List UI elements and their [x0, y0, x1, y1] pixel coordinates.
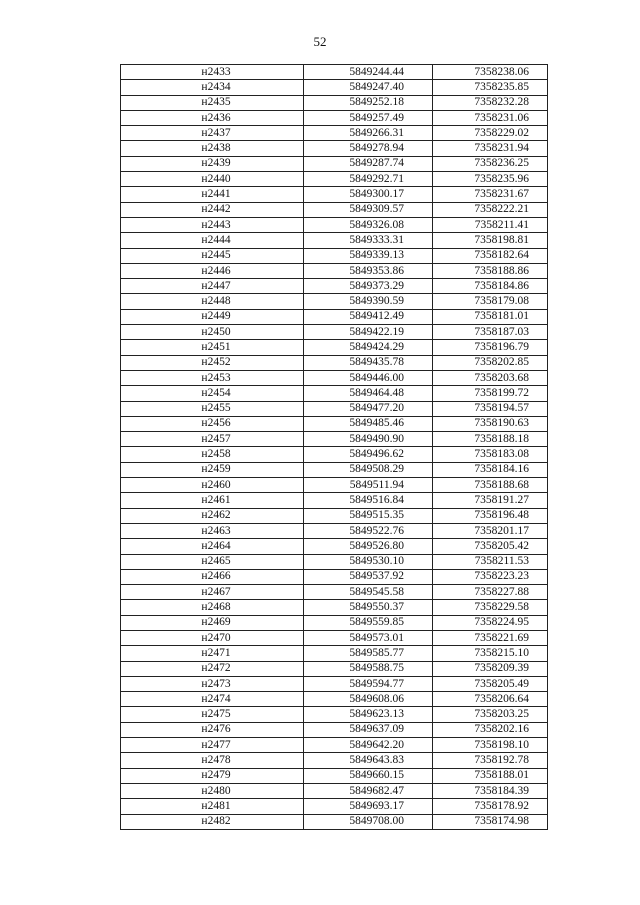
x-coordinate-cell: 5849300.17	[304, 187, 433, 202]
coordinates-table-body	[121, 65, 548, 830]
table-row	[121, 187, 548, 202]
x-coordinate-cell: 5849252.18	[304, 95, 433, 110]
x-coordinate-cell: 5849412.49	[304, 309, 433, 324]
x-coordinate-cell: 5849537.92	[304, 569, 433, 584]
table-row	[121, 65, 548, 80]
table-row	[121, 126, 548, 141]
x-coordinate-cell: 5849594.77	[304, 676, 433, 691]
y-coordinate-cell: 7358231.94	[433, 141, 548, 156]
table-row	[121, 554, 548, 569]
table-row	[121, 738, 548, 753]
table-row	[121, 799, 548, 814]
y-coordinate-cell: 7358181.01	[433, 309, 548, 324]
y-coordinate-cell: 7358205.42	[433, 539, 548, 554]
table-row	[121, 707, 548, 722]
point-name-cell: н2457	[121, 432, 304, 447]
table-row	[121, 325, 548, 340]
y-coordinate-cell: 7358235.85	[433, 80, 548, 95]
table-row	[121, 646, 548, 661]
table-row	[121, 661, 548, 676]
table-row	[121, 523, 548, 538]
y-coordinate-cell: 7358183.08	[433, 447, 548, 462]
x-coordinate-cell: 5849642.20	[304, 738, 433, 753]
table-row	[121, 539, 548, 554]
table-row	[121, 172, 548, 187]
point-name-cell: н2435	[121, 95, 304, 110]
x-coordinate-cell: 5849266.31	[304, 126, 433, 141]
y-coordinate-cell: 7358202.16	[433, 722, 548, 737]
table-row	[121, 814, 548, 829]
table-row	[121, 233, 548, 248]
point-name-cell: н2467	[121, 585, 304, 600]
y-coordinate-cell: 7358201.17	[433, 523, 548, 538]
table-row	[121, 217, 548, 232]
table-row	[121, 569, 548, 584]
x-coordinate-cell: 5849339.13	[304, 248, 433, 263]
point-name-cell: н2454	[121, 386, 304, 401]
point-name-cell: н2446	[121, 263, 304, 278]
point-name-cell: н2438	[121, 141, 304, 156]
x-coordinate-cell: 5849693.17	[304, 799, 433, 814]
table-row	[121, 753, 548, 768]
table-row	[121, 156, 548, 171]
point-name-cell: н2444	[121, 233, 304, 248]
page-number: 52	[313, 34, 327, 49]
table-row	[121, 630, 548, 645]
point-name-cell: н2453	[121, 370, 304, 385]
x-coordinate-cell: 5849530.10	[304, 554, 433, 569]
y-coordinate-cell: 7358194.57	[433, 401, 548, 416]
y-coordinate-cell: 7358198.10	[433, 738, 548, 753]
x-coordinate-cell: 5849515.35	[304, 508, 433, 523]
point-name-cell: н2433	[121, 65, 304, 80]
x-coordinate-cell: 5849508.29	[304, 462, 433, 477]
x-coordinate-cell: 5849511.94	[304, 478, 433, 493]
x-coordinate-cell: 5849708.00	[304, 814, 433, 829]
point-name-cell: н2437	[121, 126, 304, 141]
point-name-cell: н2464	[121, 539, 304, 554]
y-coordinate-cell: 7358238.06	[433, 65, 548, 80]
x-coordinate-cell: 5849477.20	[304, 401, 433, 416]
table-row	[121, 141, 548, 156]
x-coordinate-cell: 5849550.37	[304, 600, 433, 615]
y-coordinate-cell: 7358229.02	[433, 126, 548, 141]
y-coordinate-cell: 7358174.98	[433, 814, 548, 829]
y-coordinate-cell: 7358221.69	[433, 630, 548, 645]
point-name-cell: н2472	[121, 661, 304, 676]
table-row	[121, 508, 548, 523]
y-coordinate-cell: 7358223.23	[433, 569, 548, 584]
table-row	[121, 783, 548, 798]
y-coordinate-cell: 7358222.21	[433, 202, 548, 217]
x-coordinate-cell: 5849588.75	[304, 661, 433, 676]
y-coordinate-cell: 7358227.88	[433, 585, 548, 600]
y-coordinate-cell: 7358179.08	[433, 294, 548, 309]
point-name-cell: н2450	[121, 325, 304, 340]
x-coordinate-cell: 5849292.71	[304, 172, 433, 187]
y-coordinate-cell: 7358188.01	[433, 768, 548, 783]
point-name-cell: н2480	[121, 783, 304, 798]
y-coordinate-cell: 7358199.72	[433, 386, 548, 401]
x-coordinate-cell: 5849485.46	[304, 416, 433, 431]
point-name-cell: н2436	[121, 110, 304, 125]
table-row	[121, 294, 548, 309]
point-name-cell: н2434	[121, 80, 304, 95]
table-row	[121, 80, 548, 95]
x-coordinate-cell: 5849545.58	[304, 585, 433, 600]
y-coordinate-cell: 7358187.03	[433, 325, 548, 340]
table-row	[121, 692, 548, 707]
point-name-cell: н2479	[121, 768, 304, 783]
point-name-cell: н2477	[121, 738, 304, 753]
point-name-cell: н2461	[121, 493, 304, 508]
table-row	[121, 309, 548, 324]
point-name-cell: н2439	[121, 156, 304, 171]
x-coordinate-cell: 5849585.77	[304, 646, 433, 661]
y-coordinate-cell: 7358231.06	[433, 110, 548, 125]
point-name-cell: н2441	[121, 187, 304, 202]
point-name-cell: н2482	[121, 814, 304, 829]
y-coordinate-cell: 7358196.48	[433, 508, 548, 523]
point-name-cell: н2447	[121, 279, 304, 294]
point-name-cell: н2458	[121, 447, 304, 462]
x-coordinate-cell: 5849522.76	[304, 523, 433, 538]
coordinates-table	[120, 64, 548, 830]
point-name-cell: н2478	[121, 753, 304, 768]
x-coordinate-cell: 5849446.00	[304, 370, 433, 385]
x-coordinate-cell: 5849464.48	[304, 386, 433, 401]
x-coordinate-cell: 5849424.29	[304, 340, 433, 355]
x-coordinate-cell: 5849490.90	[304, 432, 433, 447]
point-name-cell: н2471	[121, 646, 304, 661]
point-name-cell: н2475	[121, 707, 304, 722]
table-row	[121, 340, 548, 355]
table-row	[121, 279, 548, 294]
point-name-cell: н2473	[121, 676, 304, 691]
x-coordinate-cell: 5849496.62	[304, 447, 433, 462]
x-coordinate-cell: 5849573.01	[304, 630, 433, 645]
point-name-cell: н2476	[121, 722, 304, 737]
point-name-cell: н2474	[121, 692, 304, 707]
x-coordinate-cell: 5849559.85	[304, 615, 433, 630]
table-row	[121, 462, 548, 477]
point-name-cell: н2440	[121, 172, 304, 187]
x-coordinate-cell: 5849247.40	[304, 80, 433, 95]
y-coordinate-cell: 7358229.58	[433, 600, 548, 615]
x-coordinate-cell: 5849422.19	[304, 325, 433, 340]
y-coordinate-cell: 7358192.78	[433, 753, 548, 768]
x-coordinate-cell: 5849333.31	[304, 233, 433, 248]
table-row	[121, 615, 548, 630]
x-coordinate-cell: 5849390.59	[304, 294, 433, 309]
point-name-cell: н2445	[121, 248, 304, 263]
table-row	[121, 110, 548, 125]
y-coordinate-cell: 7358206.64	[433, 692, 548, 707]
y-coordinate-cell: 7358203.68	[433, 370, 548, 385]
point-name-cell: н2459	[121, 462, 304, 477]
point-name-cell: н2463	[121, 523, 304, 538]
point-name-cell: н2449	[121, 309, 304, 324]
y-coordinate-cell: 7358188.86	[433, 263, 548, 278]
x-coordinate-cell: 5849608.06	[304, 692, 433, 707]
y-coordinate-cell: 7358202.85	[433, 355, 548, 370]
y-coordinate-cell: 7358190.63	[433, 416, 548, 431]
y-coordinate-cell: 7358178.92	[433, 799, 548, 814]
point-name-cell: н2451	[121, 340, 304, 355]
x-coordinate-cell: 5849637.09	[304, 722, 433, 737]
y-coordinate-cell: 7358203.25	[433, 707, 548, 722]
x-coordinate-cell: 5849257.49	[304, 110, 433, 125]
point-name-cell: н2468	[121, 600, 304, 615]
table-row	[121, 676, 548, 691]
y-coordinate-cell: 7358198.81	[433, 233, 548, 248]
table-row	[121, 478, 548, 493]
x-coordinate-cell: 5849526.80	[304, 539, 433, 554]
point-name-cell: н2469	[121, 615, 304, 630]
y-coordinate-cell: 7358188.18	[433, 432, 548, 447]
y-coordinate-cell: 7358196.79	[433, 340, 548, 355]
y-coordinate-cell: 7358184.86	[433, 279, 548, 294]
table-row	[121, 416, 548, 431]
point-name-cell: н2465	[121, 554, 304, 569]
point-name-cell: н2452	[121, 355, 304, 370]
point-name-cell: н2443	[121, 217, 304, 232]
x-coordinate-cell: 5849623.13	[304, 707, 433, 722]
table-row	[121, 248, 548, 263]
table-row	[121, 493, 548, 508]
table-row	[121, 386, 548, 401]
x-coordinate-cell: 5849287.74	[304, 156, 433, 171]
table-row	[121, 401, 548, 416]
point-name-cell: н2460	[121, 478, 304, 493]
y-coordinate-cell: 7358232.28	[433, 95, 548, 110]
table-row	[121, 370, 548, 385]
y-coordinate-cell: 7358224.95	[433, 615, 548, 630]
point-name-cell: н2481	[121, 799, 304, 814]
y-coordinate-cell: 7358235.96	[433, 172, 548, 187]
table-row	[121, 585, 548, 600]
point-name-cell: н2448	[121, 294, 304, 309]
table-row	[121, 432, 548, 447]
x-coordinate-cell: 5849309.57	[304, 202, 433, 217]
y-coordinate-cell: 7358231.67	[433, 187, 548, 202]
point-name-cell: н2442	[121, 202, 304, 217]
y-coordinate-cell: 7358236.25	[433, 156, 548, 171]
table-row	[121, 202, 548, 217]
x-coordinate-cell: 5849643.83	[304, 753, 433, 768]
table-row	[121, 355, 548, 370]
x-coordinate-cell: 5849373.29	[304, 279, 433, 294]
point-name-cell: н2455	[121, 401, 304, 416]
x-coordinate-cell: 5849278.94	[304, 141, 433, 156]
x-coordinate-cell: 5849516.84	[304, 493, 433, 508]
table-row	[121, 600, 548, 615]
x-coordinate-cell: 5849353.86	[304, 263, 433, 278]
point-name-cell: н2456	[121, 416, 304, 431]
y-coordinate-cell: 7358211.41	[433, 217, 548, 232]
y-coordinate-cell: 7358188.68	[433, 478, 548, 493]
y-coordinate-cell: 7358209.39	[433, 661, 548, 676]
x-coordinate-cell: 5849326.08	[304, 217, 433, 232]
x-coordinate-cell: 5849435.78	[304, 355, 433, 370]
y-coordinate-cell: 7358184.16	[433, 462, 548, 477]
y-coordinate-cell: 7358182.64	[433, 248, 548, 263]
y-coordinate-cell: 7358211.53	[433, 554, 548, 569]
y-coordinate-cell: 7358215.10	[433, 646, 548, 661]
table-row	[121, 263, 548, 278]
table-row	[121, 447, 548, 462]
x-coordinate-cell: 5849660.15	[304, 768, 433, 783]
y-coordinate-cell: 7358205.49	[433, 676, 548, 691]
point-name-cell: н2466	[121, 569, 304, 584]
table-row	[121, 95, 548, 110]
point-name-cell: н2470	[121, 630, 304, 645]
table-row	[121, 722, 548, 737]
x-coordinate-cell: 5849244.44	[304, 65, 433, 80]
y-coordinate-cell: 7358191.27	[433, 493, 548, 508]
x-coordinate-cell: 5849682.47	[304, 783, 433, 798]
y-coordinate-cell: 7358184.39	[433, 783, 548, 798]
table-row	[121, 768, 548, 783]
point-name-cell: н2462	[121, 508, 304, 523]
